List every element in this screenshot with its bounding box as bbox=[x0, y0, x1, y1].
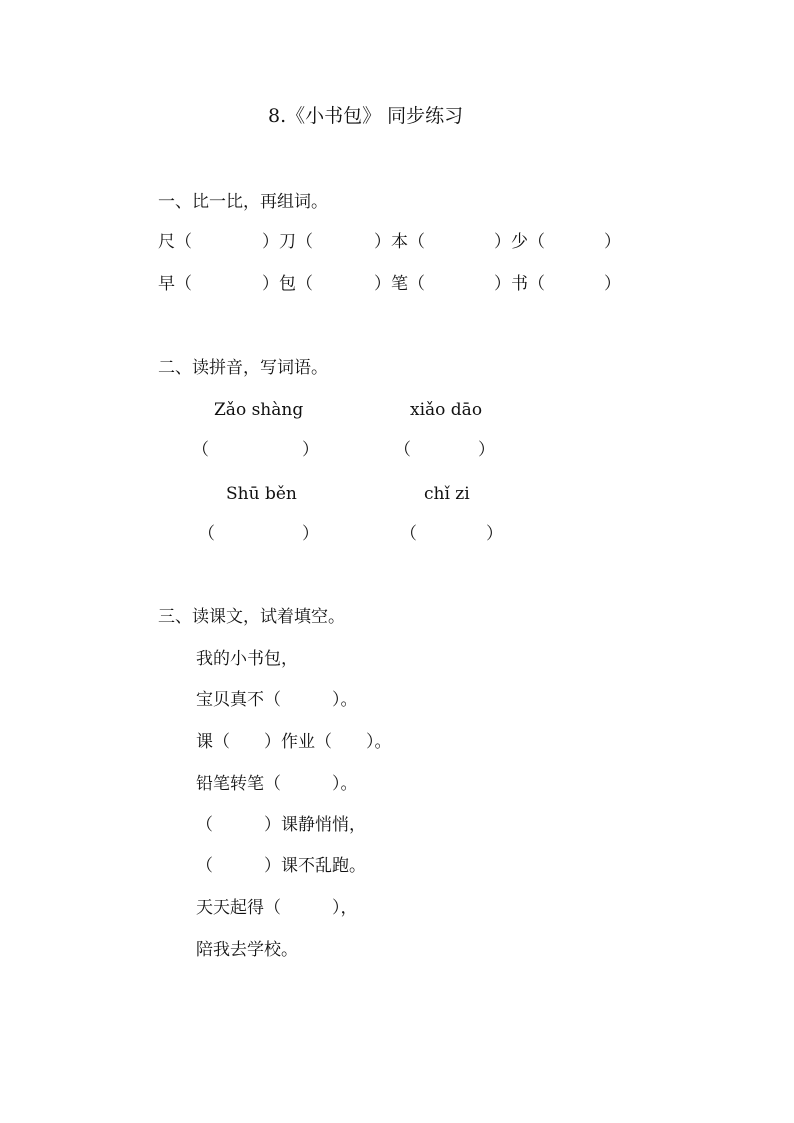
compare-row2-item4: ）书（ bbox=[494, 274, 545, 294]
compare-row1-item2: ）刀（ bbox=[262, 232, 313, 252]
section1-heading: 一、比一比，再组词。 bbox=[158, 192, 328, 212]
section2-heading: 二、读拼音，写词语。 bbox=[158, 358, 328, 378]
section3-heading: 三、读课文，试着填空。 bbox=[158, 607, 345, 627]
compare-row2-item5: ） bbox=[604, 274, 621, 294]
answer2-close-paren: ） bbox=[478, 440, 495, 460]
pinyin-3: Shū běn bbox=[226, 484, 297, 504]
answer4-open-paren: （ bbox=[400, 524, 417, 544]
poem-line-1: 我的小书包， bbox=[196, 649, 298, 669]
pinyin-4: chǐ zi bbox=[424, 484, 470, 504]
compare-row1-item3: ）本（ bbox=[374, 232, 425, 252]
answer1-open-paren: （ bbox=[192, 440, 209, 460]
answer3-open-paren: （ bbox=[198, 524, 215, 544]
compare-row2-item3: ）笔（ bbox=[374, 274, 425, 294]
compare-row1-item5: ） bbox=[604, 232, 621, 252]
compare-row1-item1: 尺（ bbox=[158, 232, 192, 252]
poem-line-5: （ ）课静悄悄， bbox=[196, 815, 366, 835]
compare-row2-item2: ）包（ bbox=[262, 274, 313, 294]
poem-line-6: （ ）课不乱跑。 bbox=[196, 856, 366, 876]
poem-line-4: 铅笔转笔（ ）。 bbox=[196, 774, 358, 794]
poem-line-2: 宝贝真不（ ）。 bbox=[196, 690, 358, 710]
answer1-close-paren: ） bbox=[302, 440, 319, 460]
answer3-close-paren: ） bbox=[302, 524, 319, 544]
poem-line-3: 课（ ）作业（ ）。 bbox=[196, 732, 392, 752]
compare-row2-item1: 早（ bbox=[158, 274, 192, 294]
poem-line-7: 天天起得（ ）， bbox=[196, 898, 358, 918]
answer2-open-paren: （ bbox=[394, 440, 411, 460]
page-title: 8.《小书包》 同步练习 bbox=[268, 105, 464, 127]
poem-line-8: 陪我去学校。 bbox=[196, 940, 298, 960]
answer4-close-paren: ） bbox=[486, 524, 503, 544]
pinyin-1: Zǎo shàng bbox=[214, 400, 304, 420]
compare-row1-item4: ）少（ bbox=[494, 232, 545, 252]
pinyin-2: xiǎo dāo bbox=[410, 400, 483, 420]
